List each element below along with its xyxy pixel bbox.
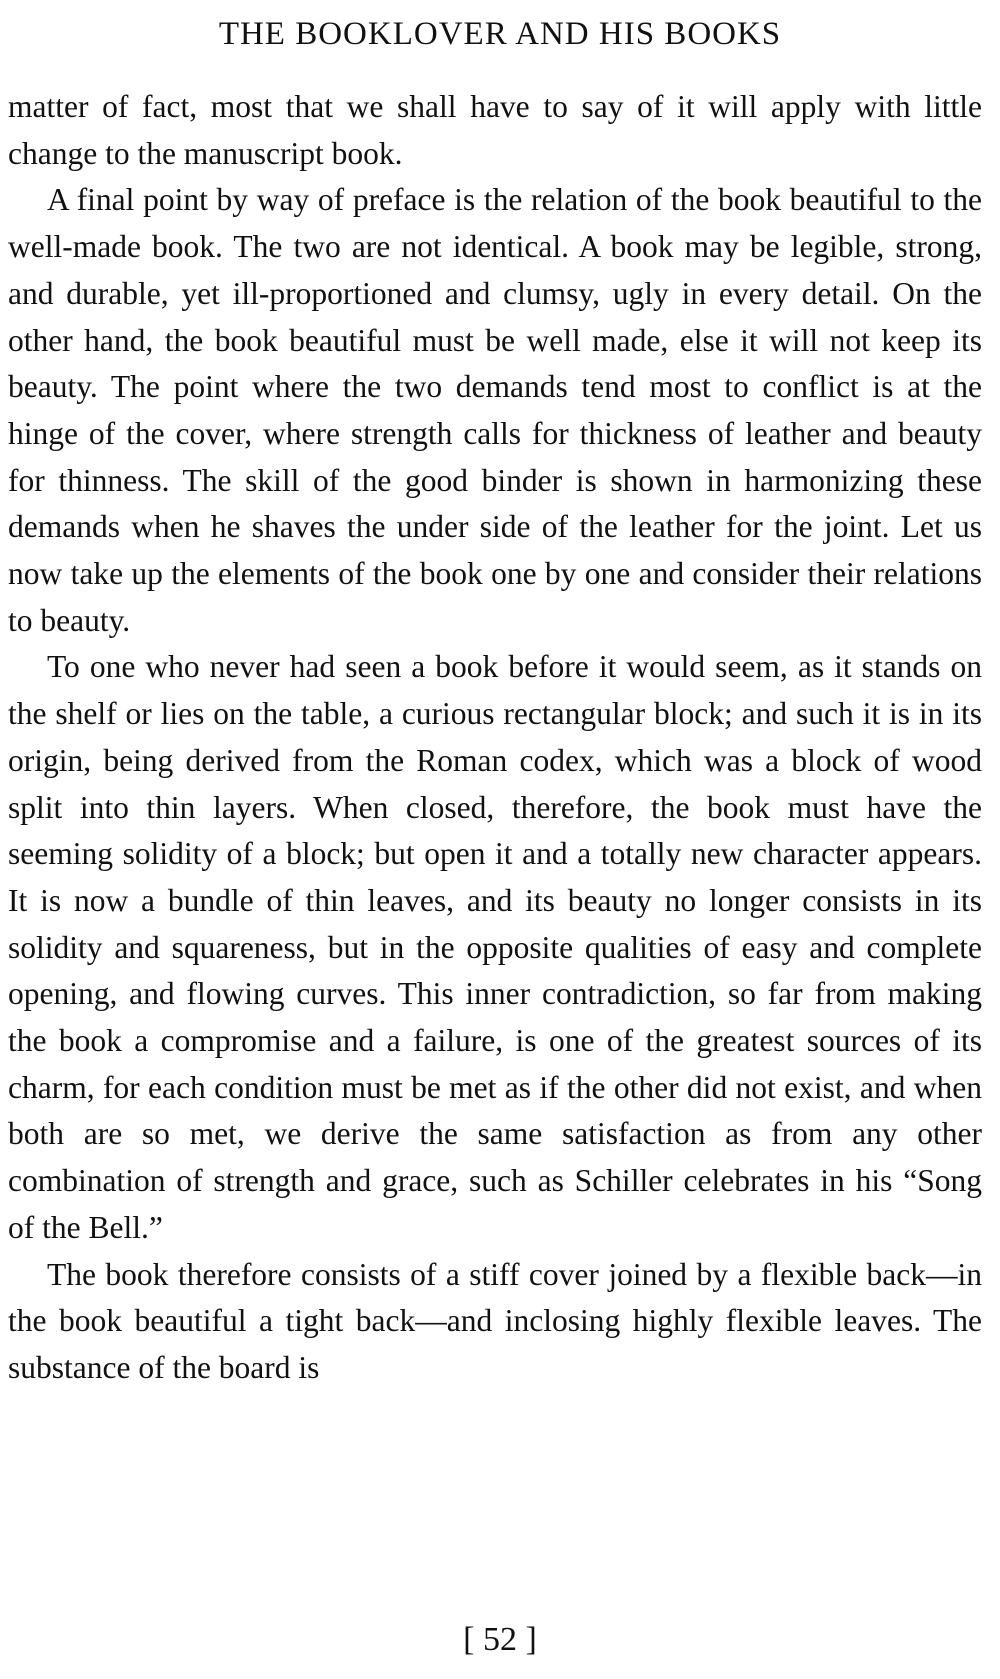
paragraph: The book therefore consists of a stiff cover joined by a flexible back—in the book beautiful a tight back—and inclosing highly flexible leaves. The substance of the board is: [8, 1256, 982, 1385]
body-text: [8, 84, 982, 1392]
paragraph: To one who never had seen a book before it would seem, as it stands on the shelf or lies on the table, a curious rectangular block; and such it is in its origin, being derived from the Roman codex, which was a block of wood split into thin layers. When closed, therefore, the book must have the seeming solidity of a block; but open it and a totally new character appears. It is now a bundle of thin leaves, and its beauty no longer consists in its solidity and squareness, but in the opposite qualities of easy and complete opening, and flowing curves. This inner contradiction, so far from making the book a compromise and a failure, is one of the greatest sources of its charm, for each condition must be met as if the other did not exist, and when both are so met, we derive the same satisfaction as from any other combination of strength and grace, such as Schiller celebrates in his “Song of the Bell.”: [8, 649, 982, 1245]
running-head: THE BOOKLOVER AND HIS BOOKS: [218, 16, 782, 52]
paragraph-continued: matter of fact, most that we shall have to say of it will apply with little change to the manuscript book.: [8, 89, 982, 171]
paragraph: A final point by way of preface is the relation of the book beautiful to the well-made book. The two are not identical. A book may be legible, strong, and durable, yet ill-proportioned and clumsy, ugly in every detail. On the other hand, the book beautiful must be well made, else it will not keep its beauty. The point where the two demands tend most to conflict is at the hinge of the cover, where strength calls for thickness of leather and beauty for thinness. The skill of the good binder is shown in harmonizing these demands when he shaves the under side of the leather for the joint. Let us now take up the elements of the book one by one and consider their relations to beauty.: [8, 182, 982, 638]
page-number: [ 52 ]: [463, 1621, 537, 1658]
